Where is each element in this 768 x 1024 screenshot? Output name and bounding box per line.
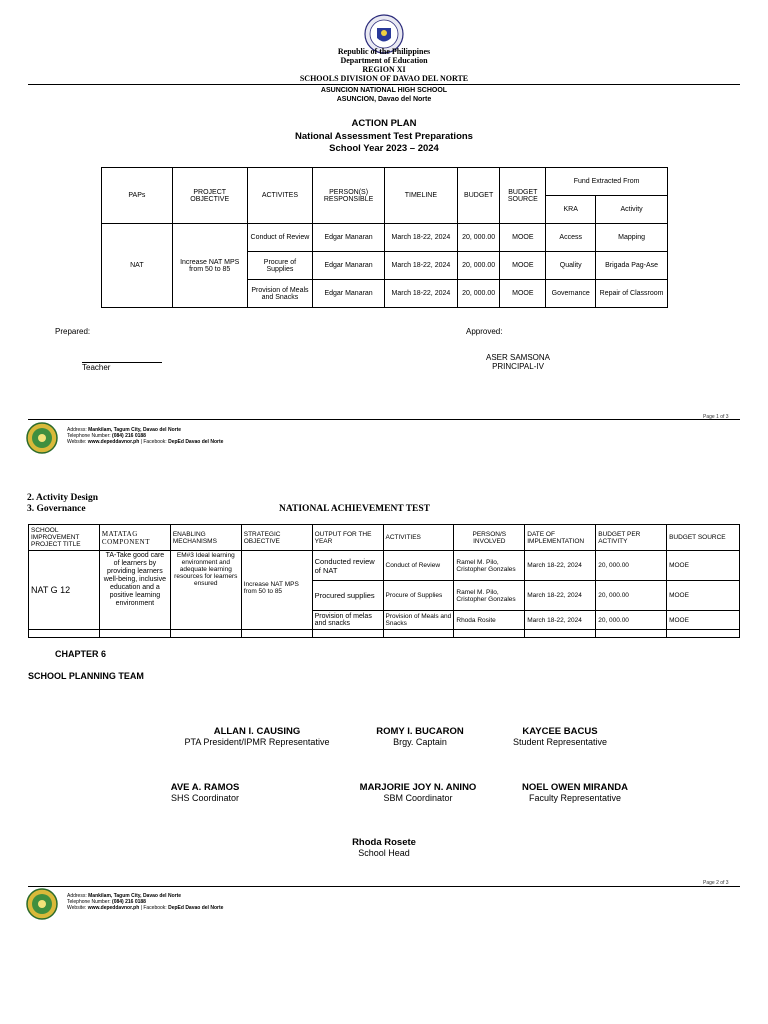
footer-phone: (084) 216 0188 [112,433,146,439]
cell-matatag: TA-Take good care of learners by providing learners well-being, inclusive education and a positive learning environment [99,551,170,630]
plan-title: ACTION PLAN [351,118,417,129]
cell-budget2: 20, 000.00 [596,551,667,581]
cell-timeline: March 18-22, 2024 [384,224,457,252]
member-name: MARJORIE JOY N. ANINO [359,782,477,793]
footer-rule [28,886,740,887]
th-activities: ACTIVITES [247,168,313,224]
team-member [324,837,444,858]
plan-subtitle: National Assessment Test Preparations [295,130,473,142]
empty-cell [525,630,596,638]
header-republic: Republic of the Philippines [337,47,431,56]
nat-title: NATIONAL ACHIEVEMENT TEST [279,504,430,514]
header-address: ASUNCION, Davao del Norte [336,96,432,103]
empty-cell [312,630,383,638]
cell-persons: Rhoda Rosite [454,611,525,630]
cell-persons: Ramel M. Pilo, Cristopher Gonzales [454,581,525,611]
cell-kra: Governance [546,280,596,308]
cell-persons: Ramel M. Pilo, Cristopher Gonzales [454,551,525,581]
cell-source: MOOE [500,224,546,252]
th-budget: BUDGET [457,168,500,224]
chapter-title: CHAPTER 6 [55,649,107,659]
team-member [500,726,620,747]
th-enabling: ENABLING MECHANISMS [170,525,241,551]
page-number: Page 2 of 3 [703,880,729,886]
footer-address: Mankilam, Tagum City, Davao del Norte [88,427,182,433]
empty-cell [596,630,667,638]
page-number: Page 1 of 3 [703,414,729,420]
header-division: SCHOOLS DIVISION OF DAVAO DEL NORTE [299,74,469,83]
th-kra: KRA [546,196,596,224]
approved-label: Approved: [466,327,503,336]
empty-cell [383,630,454,638]
member-name: KAYCEE BACUS [522,726,598,737]
cell-budget: 20, 000.00 [457,224,500,252]
team-title: SCHOOL PLANNING TEAM [28,671,144,681]
footer-facebook[interactable]: DepEd Davao del Norte [168,905,224,911]
footer-facebook-label: | Facebook: [140,905,167,911]
empty-cell [454,630,525,638]
cell-kra: Access [546,224,596,252]
team-member [345,782,491,803]
division-seal [26,422,58,454]
footer-phone-label: Telephone Number: [67,433,111,439]
cell-budget: 20, 000.00 [457,252,500,280]
cell-source: MOOE [500,280,546,308]
member-role: SHS Coordinator [170,793,240,803]
footer-address: Mankilam, Tagum City, Davao del Norte [88,893,182,899]
team-member [360,726,480,747]
footer-phone-label: Telephone Number: [67,899,111,905]
cell-activity: Procure of Supplies [247,252,313,280]
empty-cell [29,630,100,638]
th-strategic: STRATEGIC OBJECTIVE [241,525,312,551]
member-role: School Head [358,848,410,858]
footer-facebook-label: | Facebook: [140,439,167,445]
prepared-label: Prepared: [55,327,91,336]
th-matatag: MATATAG COMPONENT [99,525,170,551]
th-budget-source: BUDGET SOURCE [500,168,546,224]
th-budget-source2: BUDGET SOURCE [667,525,740,551]
cell-activity2: Provision of Meals and Snacks [383,611,454,630]
cell-output: Conducted review of NAT [312,551,383,581]
cell-budget2: 20, 000.00 [596,581,667,611]
empty-cell [241,630,312,638]
cell-activity: Provision of Meals and Snacks [247,280,313,308]
empty-cell [170,630,241,638]
cell-date: March 18-22, 2024 [525,581,596,611]
cell-person: Edgar Manaran [313,224,385,252]
cell-source2: MOOE [667,551,740,581]
footer-phone: (084) 216 0188 [112,899,146,905]
cell-output: Provision of melas and snacks [312,611,383,630]
cell-paps: NAT [102,224,173,308]
approver-name: ASER SAMSONA [485,353,550,362]
member-name: ALLAN I. CAUSING [213,726,301,737]
team-member [145,782,265,803]
cell-strategic: Increase NAT MPS from 50 to 85 [241,551,312,630]
header-rule [28,84,740,85]
member-name: NOEL OWEN MIRANDA [522,782,628,793]
cell-output: Procured supplies [312,581,383,611]
cell-date: March 18-22, 2024 [525,551,596,581]
member-role: Student Representative [512,737,608,747]
th-output: OUTPUT FOR THE YEAR [312,525,383,551]
cell-person: Edgar Manaran [313,252,385,280]
governance-heading: 3. Governance [27,504,86,514]
cell-project-title: NAT G 12 [29,551,100,630]
footer-website[interactable]: www.depeddavnor.ph [87,439,140,445]
member-name: ROMY I. BUCARON [376,726,464,737]
th-budget-per-activity: BUDGET PER ACTIVITY [596,525,667,551]
plan-year: School Year 2023 – 2024 [329,143,439,154]
team-member [510,782,640,803]
division-seal [26,888,58,920]
member-role: PTA President/IPMR Representative [184,737,330,747]
th-persons-involved: PERSON/S INVOLVED [454,525,525,551]
cell-enabling: EM#3 Ideal learning environment and adequate learning resources for learners ensured [170,551,241,630]
cell-budget2: 20, 000.00 [596,611,667,630]
cell-activity2: Procure of Supplies [383,581,454,611]
footer-address-label: Address: [67,893,87,899]
cell-objective: Increase NAT MPS from 50 to 85 [172,224,247,308]
action-plan-table [101,167,668,308]
cell-person: Edgar Manaran [313,280,385,308]
header-school: ASUNCION NATIONAL HIGH SCHOOL [320,87,448,94]
member-role: SBM Coordinator [383,793,453,803]
footer-website-label: Website: [67,905,87,911]
member-name: Rhoda Rosete [352,837,416,848]
th-activities2: ACTIVITIES [383,525,454,551]
cell-fund-activity: Brigada Pag-Ase [596,252,668,280]
cell-activity: Conduct of Review [247,224,313,252]
empty-cell [667,630,740,638]
th-date-implementation: DATE OF IMPLEMENTATION [525,525,596,551]
th-fund-extracted: Fund Extracted From [546,168,668,196]
th-fund-activity: Activity [596,196,668,224]
th-paps: PAPs [102,168,173,224]
cell-timeline: March 18-22, 2024 [384,252,457,280]
footer-address-label: Address: [67,427,87,433]
activity-design-heading: 2. Activity Design [27,493,98,503]
footer-facebook[interactable]: DepEd Davao del Norte [168,439,224,445]
cell-budget: 20, 000.00 [457,280,500,308]
th-sip-title: SCHOOL IMPROVEMENT PROJECT TITLE [29,525,100,551]
team-member [157,726,357,747]
header-department: Department of Education [340,56,428,65]
member-role: Faculty Representative [528,793,622,803]
cell-kra: Quality [546,252,596,280]
member-role: Brgy. Captain [393,737,447,747]
cell-fund-activity: Mapping [596,224,668,252]
empty-cell [99,630,170,638]
activity-design-table [28,524,740,638]
th-project-objective: PROJECT OBJECTIVE [172,168,247,224]
footer-rule [28,419,740,420]
footer-website-label: Website: [67,439,87,445]
cell-timeline: March 18-22, 2024 [384,280,457,308]
cell-source2: MOOE [667,611,740,630]
cell-source2: MOOE [667,581,740,611]
member-name: AVE A. RAMOS [170,782,240,793]
th-timeline: TIMELINE [384,168,457,224]
th-persons-responsible: PERSON(S) RESPONSIBLE [313,168,385,224]
cell-activity2: Conduct of Review [383,551,454,581]
footer-website[interactable]: www.depeddavnor.ph [87,905,140,911]
header-region: REGION XI [362,65,406,74]
cell-fund-activity: Repair of Classroom [596,280,668,308]
cell-date: March 18-22, 2024 [525,611,596,630]
teacher-label: Teacher [82,363,111,372]
approver-title: PRINCIPAL-IV [492,362,544,371]
cell-source: MOOE [500,252,546,280]
